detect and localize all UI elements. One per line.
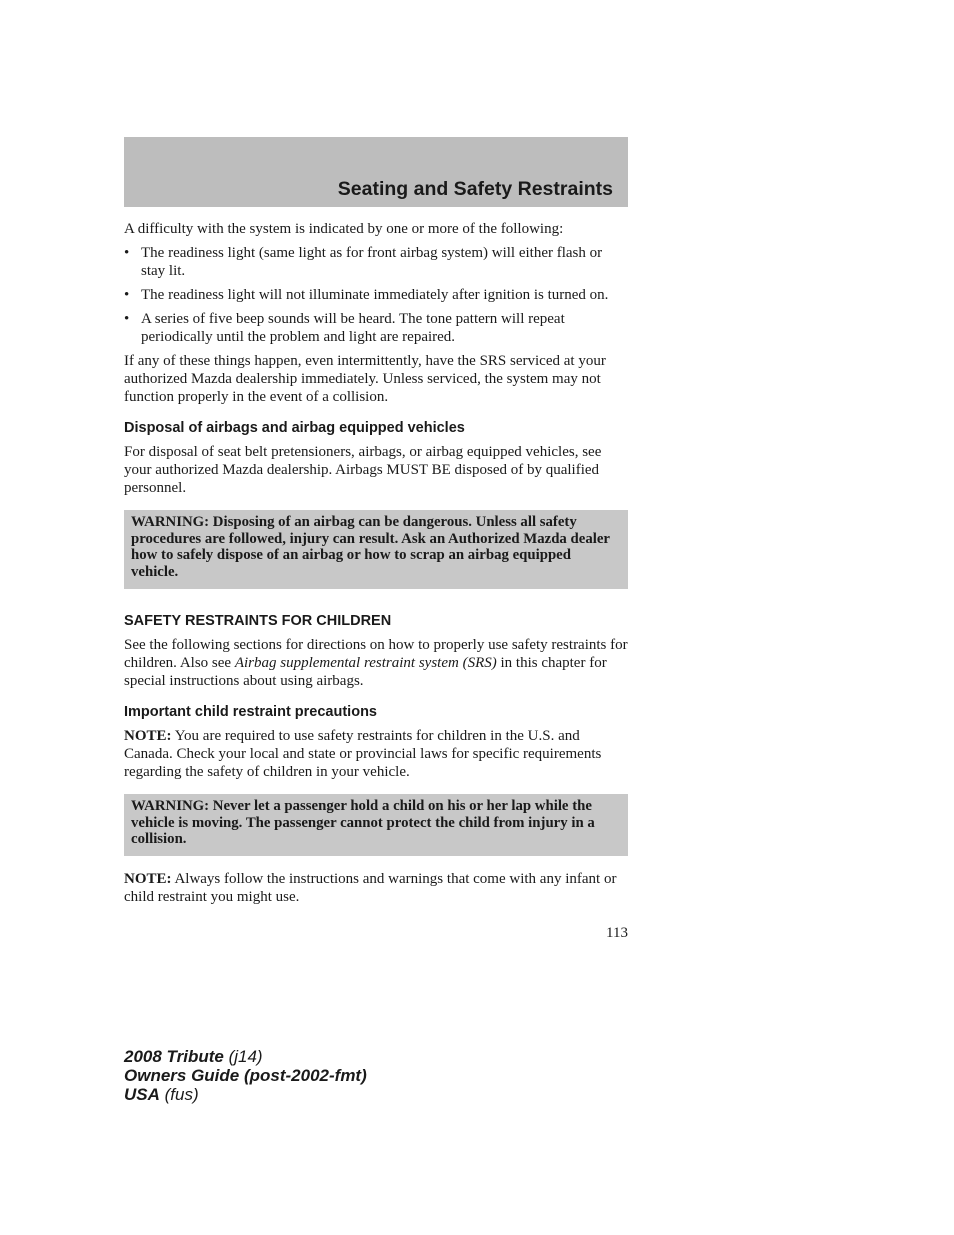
note-label: NOTE: xyxy=(124,870,172,887)
note-text: You are required to use safety restraints for children in the U.S. and Canada. Check your local and state or provincial laws for specific requirements regarding the safety of children in your vehicle. xyxy=(124,727,602,780)
page-content xyxy=(124,220,628,906)
children-section-heading: SAFETY RESTRAINTS FOR CHILDREN xyxy=(124,612,392,629)
page-number: 113 xyxy=(606,925,628,941)
note-label: NOTE: xyxy=(124,727,172,744)
note-paragraph-1 xyxy=(124,727,628,781)
bullet-icon: • xyxy=(124,287,130,303)
difficulty-list xyxy=(124,244,628,346)
list-item xyxy=(124,244,628,280)
precautions-heading: Important child restraint precautions xyxy=(124,703,377,720)
lap-warning-box xyxy=(124,794,628,856)
note-paragraph-2 xyxy=(124,870,628,906)
lap-warning-text: WARNING: Never let a passenger hold a child on his or her lap while the vehicle is moving. The passenger cannot protect the child from injury in a collision. xyxy=(131,797,595,848)
disposal-warning-box xyxy=(124,510,628,589)
footer-line-3 xyxy=(124,1085,367,1104)
list-item-text: A series of five beep sounds will be heard. The tone pattern will repeat periodically until the problem and light are repaired. xyxy=(141,311,565,345)
list-item xyxy=(124,286,628,304)
note-text: Always follow the instructions and warnings that come with any infant or child restraint you might use. xyxy=(124,870,617,905)
footer-model: 2008 Tribute xyxy=(124,1047,224,1066)
list-item-text: The readiness light will not illuminate immediately after ignition is turned on. xyxy=(141,287,609,303)
section-title: Seating and Safety Restraints xyxy=(337,178,613,200)
srs-reference-italic: Airbag supplemental restraint system (SRS) xyxy=(234,654,497,671)
list-item xyxy=(124,310,628,346)
children-text-start: See the following sections for directions on how to properly use safety restraints for children. Also see xyxy=(124,636,628,671)
children-paragraph xyxy=(124,636,628,690)
footer-line-2 xyxy=(124,1066,367,1085)
children-text-end: in this chapter for special instructions about using airbags. xyxy=(124,654,607,689)
disposal-warning-text: WARNING: Disposing of an airbag can be dangerous. Unless all safety procedures are followed, injury can result. Ask an Authorized Mazda dealer how to safely dispose of an airbag or how to scrap an airbag equipped vehicle. xyxy=(131,514,610,581)
srs-service-paragraph: If any of these things happen, even intermittently, have the SRS serviced at your authorized Mazda dealership immediately. Unless serviced, the system may not function properly in the event of a collision. xyxy=(124,353,606,405)
intro-paragraph: A difficulty with the system is indicated by one or more of the following: xyxy=(124,221,564,237)
bullet-icon: • xyxy=(124,245,130,261)
footer-model-code: (j14) xyxy=(223,1047,263,1066)
section-header-band xyxy=(124,137,628,207)
footer-guide: Owners Guide (post-2002-fmt) xyxy=(124,1066,367,1085)
disposal-paragraph: For disposal of seat belt pretensioners, airbags, or airbag equipped vehicles, see your authorized Mazda dealership. Airbags MUST BE disposed of by qualified personnel. xyxy=(124,444,602,496)
bullet-icon: • xyxy=(124,311,130,327)
list-item-text: The readiness light (same light as for front airbag system) will either flash or stay lit. xyxy=(141,245,603,279)
footer-market: USA xyxy=(124,1085,160,1104)
footer-market-code: (fus) xyxy=(159,1085,199,1104)
document-footer xyxy=(124,1047,367,1104)
disposal-heading: Disposal of airbags and airbag equipped vehicles xyxy=(124,420,465,436)
footer-line-1 xyxy=(124,1047,367,1066)
